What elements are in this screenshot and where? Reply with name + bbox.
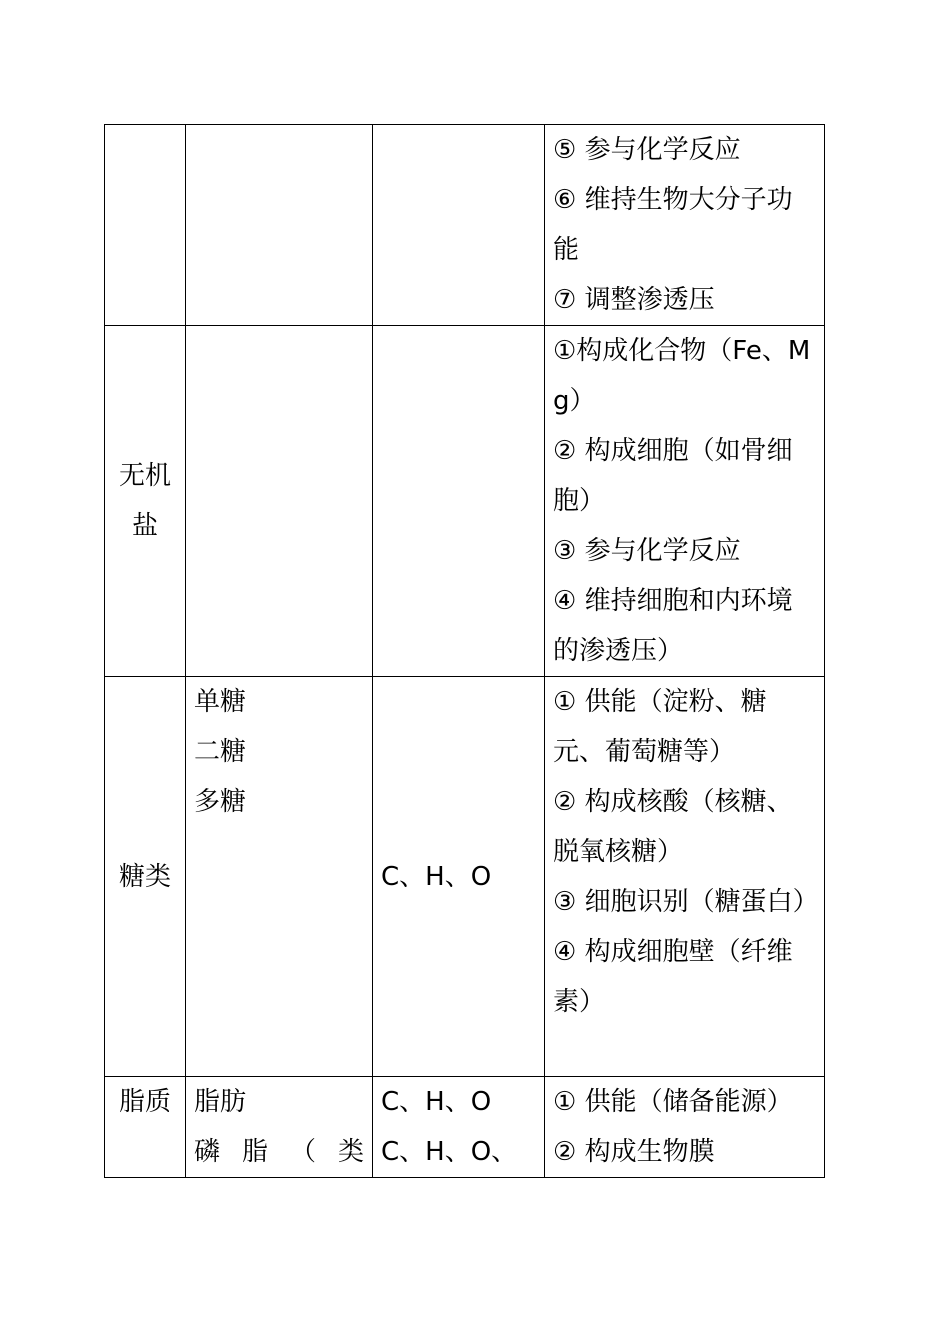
function-item: ② 构成细胞（如骨细胞） — [553, 436, 793, 516]
table-row — [105, 677, 825, 1077]
row-name: 脂质 — [118, 1087, 171, 1117]
type-item: 磷脂（类 — [194, 1137, 364, 1167]
function-item: ③ 参与化学反应 — [553, 536, 741, 566]
type-item: 单糖 — [194, 687, 247, 717]
cell-types — [186, 1077, 373, 1178]
function-item: ④ 构成细胞壁（纤维素） — [553, 937, 793, 1017]
cell-elements — [373, 1077, 545, 1178]
cell-elements — [373, 326, 545, 677]
type-item: 二糖 — [194, 737, 247, 767]
cell-elements — [373, 677, 545, 1077]
cell-functions — [545, 1077, 825, 1178]
function-item: ③ 细胞识别（糖蛋白） — [553, 887, 819, 917]
biochemistry-table — [104, 124, 825, 1178]
table-row — [105, 326, 825, 677]
cell-types — [186, 326, 373, 677]
cell-name — [105, 677, 186, 1077]
table-row — [105, 125, 825, 326]
function-item: ① 供能（淀粉、糖元、葡萄糖等） — [553, 687, 767, 767]
cell-name — [105, 1077, 186, 1178]
type-item: 多糖 — [194, 787, 247, 817]
function-item: ② 构成核酸（核糖、脱氧核糖） — [553, 787, 793, 867]
row-name: 糖类 — [118, 861, 171, 892]
cell-types — [186, 677, 373, 1077]
row-name-line: 盐 — [131, 511, 158, 541]
cell-types — [186, 125, 373, 326]
type-item: 脂肪 — [194, 1087, 247, 1117]
function-item: ⑥ 维持生物大分子功能 — [553, 185, 793, 265]
element-item: C、H、O — [381, 861, 492, 892]
cell-elements — [373, 125, 545, 326]
function-item: ② 构成生物膜 — [553, 1137, 715, 1167]
element-item: C、H、O — [381, 1087, 492, 1117]
table-row — [105, 1077, 825, 1178]
row-name-line: 无机 — [118, 461, 171, 491]
function-item: ⑤ 参与化学反应 — [553, 135, 741, 165]
cell-functions — [545, 677, 825, 1077]
cell-name — [105, 326, 186, 677]
function-item: ①构成化合物（Fe、Mg） — [553, 336, 811, 416]
function-item: ④ 维持细胞和内环境的渗透压） — [553, 586, 793, 666]
cell-name — [105, 125, 186, 326]
function-item: ① 供能（储备能源） — [553, 1087, 793, 1117]
cell-functions — [545, 326, 825, 677]
element-item: C、H、O、 — [381, 1137, 518, 1167]
function-item: ⑦ 调整渗透压 — [553, 285, 715, 315]
cell-functions — [545, 125, 825, 326]
